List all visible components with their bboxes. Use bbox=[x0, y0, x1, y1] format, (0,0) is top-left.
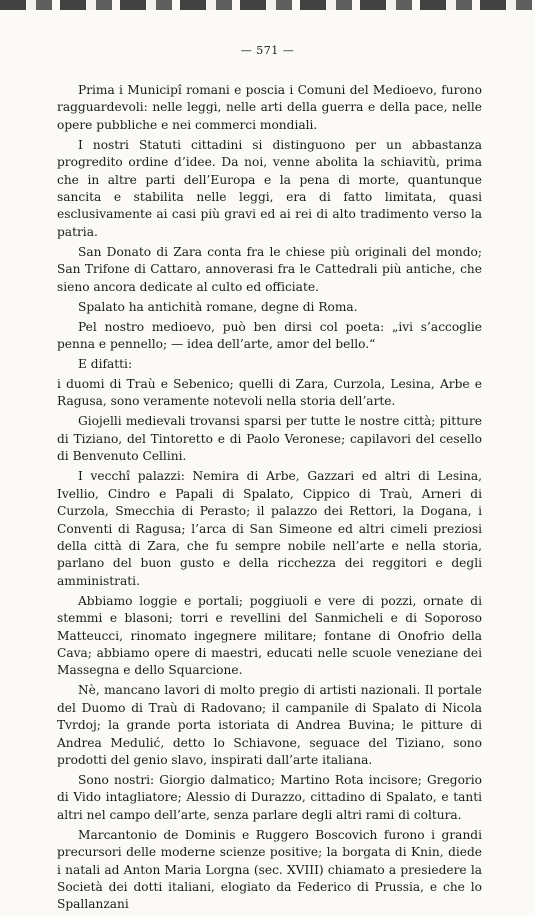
page-number: — 571 — bbox=[240, 44, 295, 57]
paragraph: I nostri Statuti cittadini si distinguono per un abbastanza progredito ordine d’idee. Da noi, venne abolita la schiavitù, prima che in altre parti dell’Europa e la pena di morte, quantunque sancita e stabilita nelle leggi, era di fatto limitata, quasi esclusivamente ai casi più gravi ed ai rei di alto tradimento verso la patria. bbox=[57, 137, 482, 239]
paragraph: Giojelli medievali trovansi sparsi per tutte le nostre città; pitture di Tiziano, del Tintoretto e di Paolo Veronese; capilavori del cesello di Benvenuto Cellini. bbox=[57, 414, 482, 464]
body-text bbox=[57, 82, 482, 916]
paragraph: i duomi di Traù e Sebenico; quelli di Zara, Curzola, Lesina, Arbe e Ragusa, sono veramente notevoli nella storia dell’arte. bbox=[57, 377, 482, 409]
paragraph: Spalato ha antichità romane, degne di Roma. bbox=[78, 299, 358, 314]
paragraph: I vecchî palazzi: Nemira di Arbe, Gazzari ed altri di Lesina, Ivellio, Cindro e Papali di Spalato, Cippico di Traù, Arneri di Curzola, Smecchia di Perasto; il palazzo dei Rettori, la Dogana, i Conventi di Ragusa; l’arca di San Simeone ed altri cimeli preziosi della città di Zara, che fu sempre nobile nell’arte e nella storia, parlano del buon gusto e della ricchezza dei reggitori e degli amministrati. bbox=[57, 469, 482, 588]
paragraph: Pel nostro medioevo, può ben dirsi col poeta: „ivi s’accoglie penna e pennello; — idea dell’arte, amor del bello.“ bbox=[57, 319, 482, 352]
paragraph: San Donato di Zara conta fra le chiese più originali del mondo; San Trifone di Cattaro, annoverasi fra le Cattedrali più antiche, che sieno ancora dedicate al culto ed officiate. bbox=[57, 244, 482, 294]
paragraph: Nè, mancano lavori di molto pregio di artisti nazionali. Il portale del Duomo di Traù di Radovano; il campanile di Spalato di Nicola Tvrdoj; la grande porta istoriata di Andrea Buvina; le pitture di Andrea Medulić, detto lo Schiavone, seguace del Tiziano, sono prodotti del genio slavo, inspirati dall’arte italiana. bbox=[57, 683, 482, 767]
paragraph: Prima i Municipî romani e poscia i Comuni del Medioevo, furono ragguardevoli: nelle leggi, nelle arti della guerra e della pace, nelle opere pubbliche e nei commerci mondiali. bbox=[57, 83, 482, 132]
paragraph: Sono nostri: Giorgio dalmatico; Martino Rota incisore; Gregorio di Vido intagliatore; Alessio di Durazzo, cittadino di Spalato, e tanti altri nel campo dell’arte, senza parlare degli altri rami di coltura. bbox=[57, 772, 482, 822]
paragraph: E difatti: bbox=[78, 357, 133, 372]
paragraph: Marcantonio de Dominis e Ruggero Boscovich furono i grandi precursori delle moderne scienze positive; la borgata di Knin, diede i natali ad Anton Maria Lorgna (sec. XVIII) chiamato a presiedere la Società dei dotti italiani, elogiato da Federico di Prussia, e che lo Spallanzani bbox=[57, 827, 482, 912]
paragraph: Abbiamo loggie e portali; poggiuoli e vere di pozzi, ornate di stemmi e blasoni; torri e revellini del Sanmicheli e di Soporoso Matteucci, rinomato ingegnere militare; fontane di Onofrio della Cava; abbiamo opere di maestri, educati nelle scuole veneziane dei Massegna e dello Squarcione. bbox=[57, 593, 482, 678]
scan-top-edge bbox=[0, 0, 535, 10]
